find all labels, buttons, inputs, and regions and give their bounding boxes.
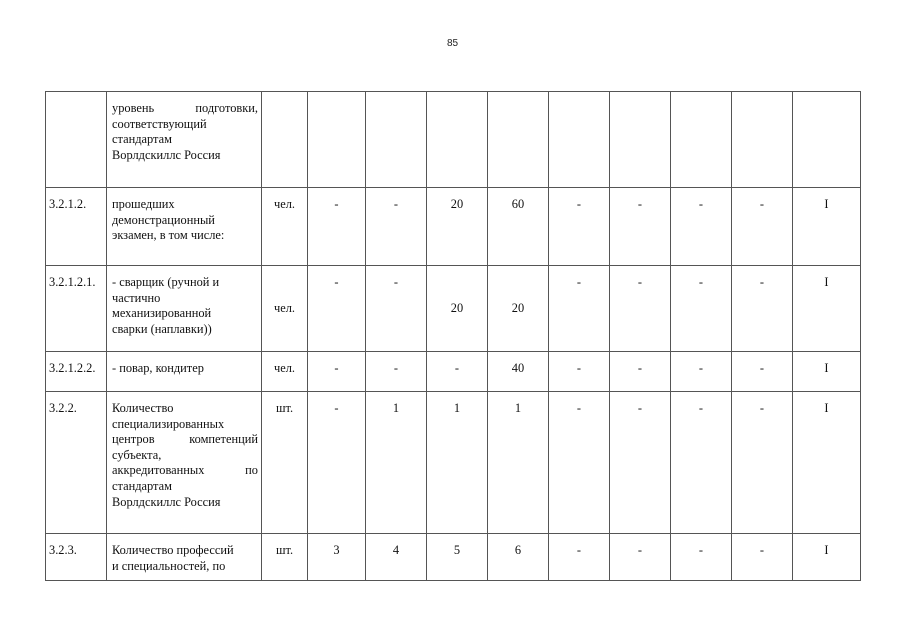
page-number: 85 bbox=[446, 38, 459, 49]
row-description bbox=[107, 392, 262, 534]
value-cell bbox=[793, 92, 861, 188]
value-cell: I bbox=[793, 392, 861, 534]
description-line: специализированных bbox=[112, 416, 225, 431]
description-line: демонстрационный bbox=[112, 212, 215, 227]
value-cell: 3 bbox=[308, 534, 366, 581]
value-cell: 20 bbox=[427, 188, 488, 266]
value-cell: 4 bbox=[366, 534, 427, 581]
value-cell bbox=[549, 92, 610, 188]
value-cell: 1 bbox=[488, 392, 549, 534]
table-row bbox=[46, 352, 861, 392]
table-row bbox=[46, 392, 861, 534]
description-line: центров компетенций bbox=[112, 432, 258, 447]
value-cell: I bbox=[793, 266, 861, 352]
value-cell: 5 bbox=[427, 534, 488, 581]
unit-cell: чел. bbox=[262, 352, 308, 392]
value-cell: 40 bbox=[488, 352, 549, 392]
value-cell: I bbox=[793, 352, 861, 392]
value-cell: - bbox=[549, 188, 610, 266]
row-description bbox=[107, 534, 262, 581]
unit-cell: шт. bbox=[262, 534, 308, 581]
value-cell: - bbox=[366, 352, 427, 392]
value-cell bbox=[671, 92, 732, 188]
value-cell: - bbox=[732, 352, 793, 392]
value-cell: - bbox=[671, 392, 732, 534]
description-line bbox=[112, 101, 258, 117]
row-description bbox=[107, 188, 262, 266]
value-cell bbox=[366, 92, 427, 188]
value-cell bbox=[488, 92, 549, 188]
description-word: уровень bbox=[112, 101, 155, 115]
row-number: 3.2.3. bbox=[46, 534, 107, 581]
value-cell: - bbox=[308, 188, 366, 266]
description-line: соответствующий bbox=[112, 116, 207, 131]
description-line: - сварщик (ручной и bbox=[112, 275, 220, 289]
description-line: Ворлдскиллс Россия bbox=[112, 147, 221, 162]
description-line: Количество bbox=[112, 401, 174, 415]
value-cell: - bbox=[732, 392, 793, 534]
description-line: субъекта, bbox=[112, 447, 162, 462]
value-cell bbox=[732, 92, 793, 188]
description-line: аккредитованных по bbox=[112, 463, 258, 478]
value-cell: I bbox=[793, 188, 861, 266]
value-cell: - bbox=[549, 352, 610, 392]
row-description bbox=[107, 92, 262, 188]
unit-cell bbox=[262, 92, 308, 188]
table-row bbox=[46, 92, 861, 188]
value-cell: - bbox=[366, 266, 427, 352]
value-cell: 20 bbox=[427, 266, 488, 352]
value-cell: - bbox=[610, 392, 671, 534]
value-cell: - bbox=[610, 188, 671, 266]
table-row bbox=[46, 188, 861, 266]
unit-cell: шт. bbox=[262, 392, 308, 534]
row-number bbox=[46, 92, 107, 188]
value-cell: - bbox=[610, 266, 671, 352]
value-cell: - bbox=[671, 534, 732, 581]
value-cell: 1 bbox=[366, 392, 427, 534]
value-cell: - bbox=[549, 392, 610, 534]
description-line: стандартам bbox=[112, 478, 172, 493]
value-cell: - bbox=[549, 266, 610, 352]
description-line: частично bbox=[112, 290, 161, 305]
value-cell: - bbox=[671, 266, 732, 352]
description-line: - повар, кондитер bbox=[112, 361, 204, 375]
value-cell: 60 bbox=[488, 188, 549, 266]
table-row bbox=[46, 534, 861, 581]
row-number: 3.2.1.2.2. bbox=[46, 352, 107, 392]
row-description bbox=[107, 352, 262, 392]
value-cell: - bbox=[610, 534, 671, 581]
description-line: стандартам bbox=[112, 132, 172, 147]
row-number: 3.2.2. bbox=[46, 392, 107, 534]
row-number: 3.2.1.2. bbox=[46, 188, 107, 266]
value-cell: 1 bbox=[427, 392, 488, 534]
value-cell: - bbox=[610, 352, 671, 392]
unit-cell: чел. bbox=[262, 266, 308, 352]
description-line: сварки (наплавки)) bbox=[112, 321, 212, 336]
row-number: 3.2.1.2.1. bbox=[46, 266, 107, 352]
value-cell: - bbox=[549, 534, 610, 581]
description-word: подготовки, bbox=[195, 101, 258, 115]
value-cell bbox=[610, 92, 671, 188]
description-line: и специальностей, по bbox=[112, 558, 226, 573]
value-cell: - bbox=[308, 266, 366, 352]
description-line: прошедших bbox=[112, 197, 175, 211]
table-row bbox=[46, 266, 861, 352]
value-cell: - bbox=[732, 534, 793, 581]
unit-cell: чел. bbox=[262, 188, 308, 266]
value-cell: - bbox=[308, 392, 366, 534]
value-cell: - bbox=[308, 352, 366, 392]
value-cell bbox=[308, 92, 366, 188]
value-cell: - bbox=[671, 188, 732, 266]
row-description bbox=[107, 266, 262, 352]
indicator-table bbox=[45, 91, 861, 581]
description-line: экзамен, в том числе: bbox=[112, 228, 225, 243]
description-line: Количество профессий bbox=[112, 543, 234, 557]
value-cell bbox=[427, 92, 488, 188]
value-cell: - bbox=[732, 188, 793, 266]
description-line: механизированной bbox=[112, 306, 212, 321]
description-line: Ворлдскиллс Россия bbox=[112, 494, 221, 509]
value-cell: - bbox=[732, 266, 793, 352]
value-cell: - bbox=[427, 352, 488, 392]
value-cell: - bbox=[366, 188, 427, 266]
value-cell: 6 bbox=[488, 534, 549, 581]
value-cell: - bbox=[671, 352, 732, 392]
value-cell: 20 bbox=[488, 266, 549, 352]
value-cell: I bbox=[793, 534, 861, 581]
